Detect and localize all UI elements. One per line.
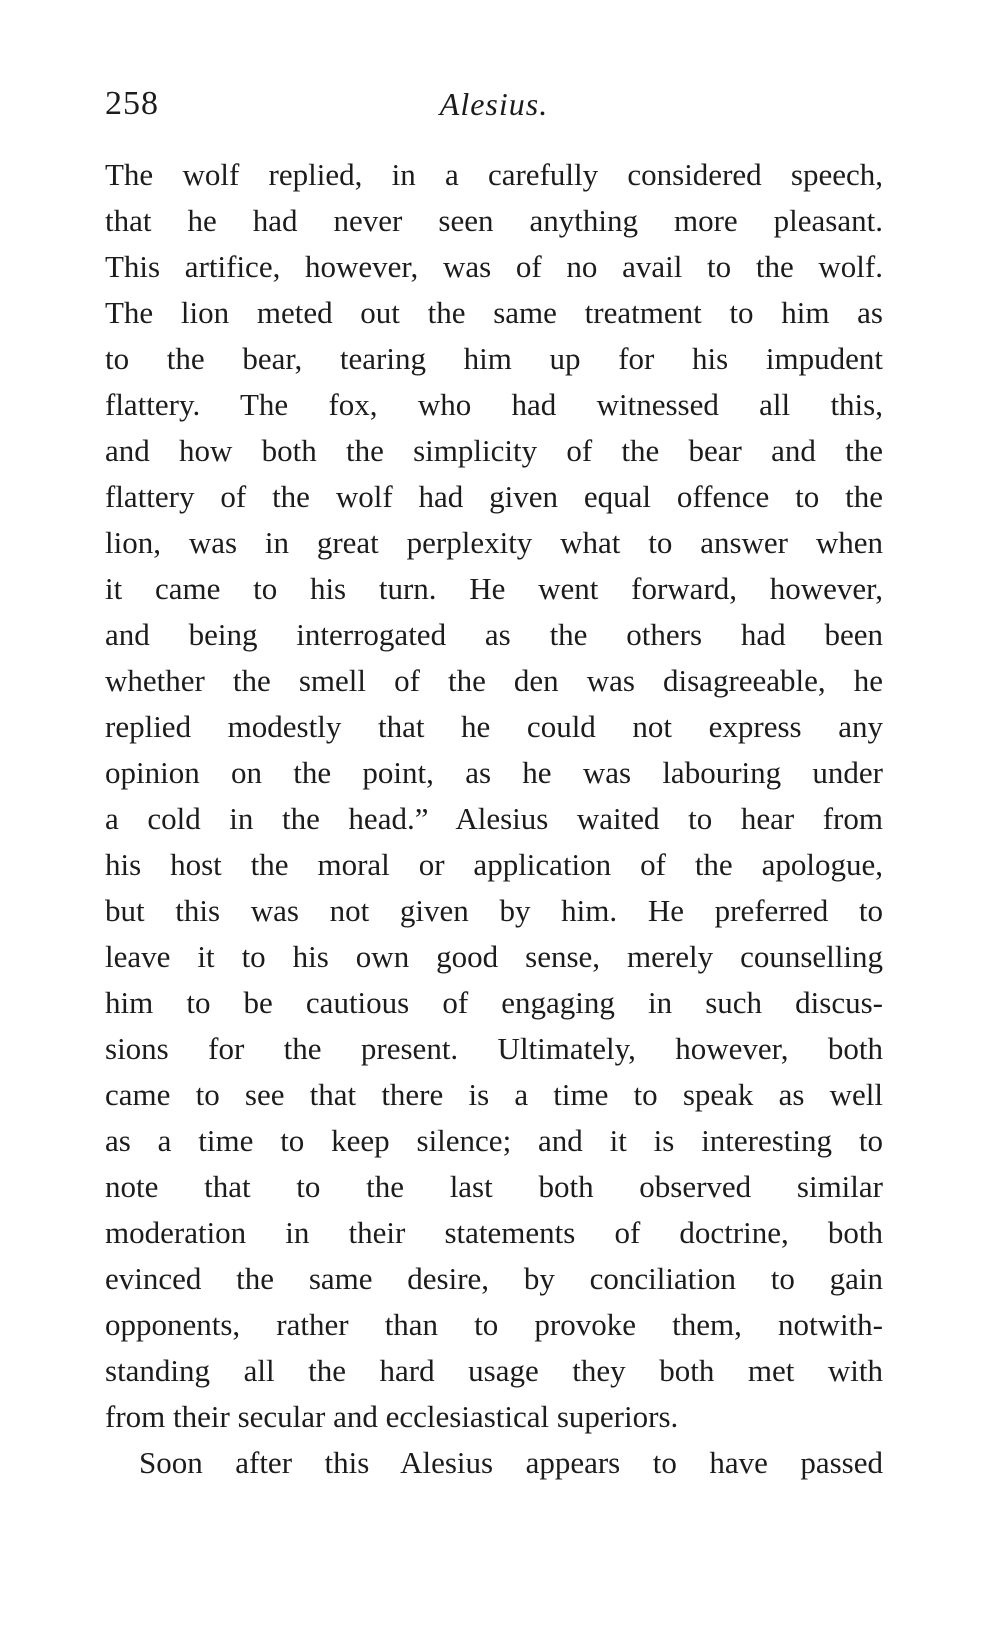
running-head: [105, 82, 883, 126]
text-line: flattery of the wolf had given equal offence to the: [105, 479, 883, 514]
text-line: whether the smell of the den was disagreeable, he: [105, 663, 883, 698]
text-line: flattery. The fox, who had witnessed all this,: [105, 387, 883, 422]
text-line: note that to the last both observed similar: [105, 1169, 883, 1204]
text-line: him to be cautious of engaging in such discus-: [105, 985, 883, 1020]
text-line: his host the moral or application of the apologue,: [105, 847, 883, 882]
text-line: from their secular and ecclesiastical superiors.: [105, 1399, 679, 1434]
text-line: This artifice, however, was of no avail to the wolf.: [105, 249, 883, 284]
text-line: Soon after this Alesius appears to have passed: [139, 1445, 883, 1480]
text-line: sions for the present. Ultimately, however, both: [105, 1031, 883, 1066]
text-line: opinion on the point, as he was labouring under: [105, 755, 883, 790]
text-line: evinced the same desire, by conciliation to gain: [105, 1261, 883, 1296]
running-title: Alesius.: [439, 86, 549, 122]
text-line: and being interrogated as the others had been: [105, 617, 883, 652]
text-line: standing all the hard usage they both met with: [105, 1353, 883, 1388]
text-line: opponents, rather than to provoke them, notwith-: [105, 1307, 883, 1342]
text-line: to the bear, tearing him up for his impudent: [105, 341, 883, 376]
text-line: The wolf replied, in a carefully considered speech,: [105, 157, 883, 192]
text-line: moderation in their statements of doctrine, both: [105, 1215, 883, 1250]
text-line: as a time to keep silence; and it is interesting to: [105, 1123, 883, 1158]
text-line: a cold in the head.” Alesius waited to hear from: [105, 801, 883, 836]
text-line: The lion meted out the same treatment to him as: [105, 295, 883, 330]
page-number: 258: [105, 85, 159, 122]
text-line: it came to his turn. He went forward, however,: [105, 571, 883, 606]
text-line: and how both the simplicity of the bear and the: [105, 433, 883, 468]
text-line: that he had never seen anything more pleasant.: [105, 203, 883, 238]
text-line: but this was not given by him. He preferred to: [105, 893, 883, 928]
text-line: lion, was in great perplexity what to answer when: [105, 525, 883, 560]
body-text: [105, 152, 883, 1486]
text-line: leave it to his own good sense, merely counselling: [105, 939, 883, 974]
text-line: replied modestly that he could not express any: [105, 709, 883, 744]
text-line: came to see that there is a time to speak as well: [105, 1077, 883, 1112]
